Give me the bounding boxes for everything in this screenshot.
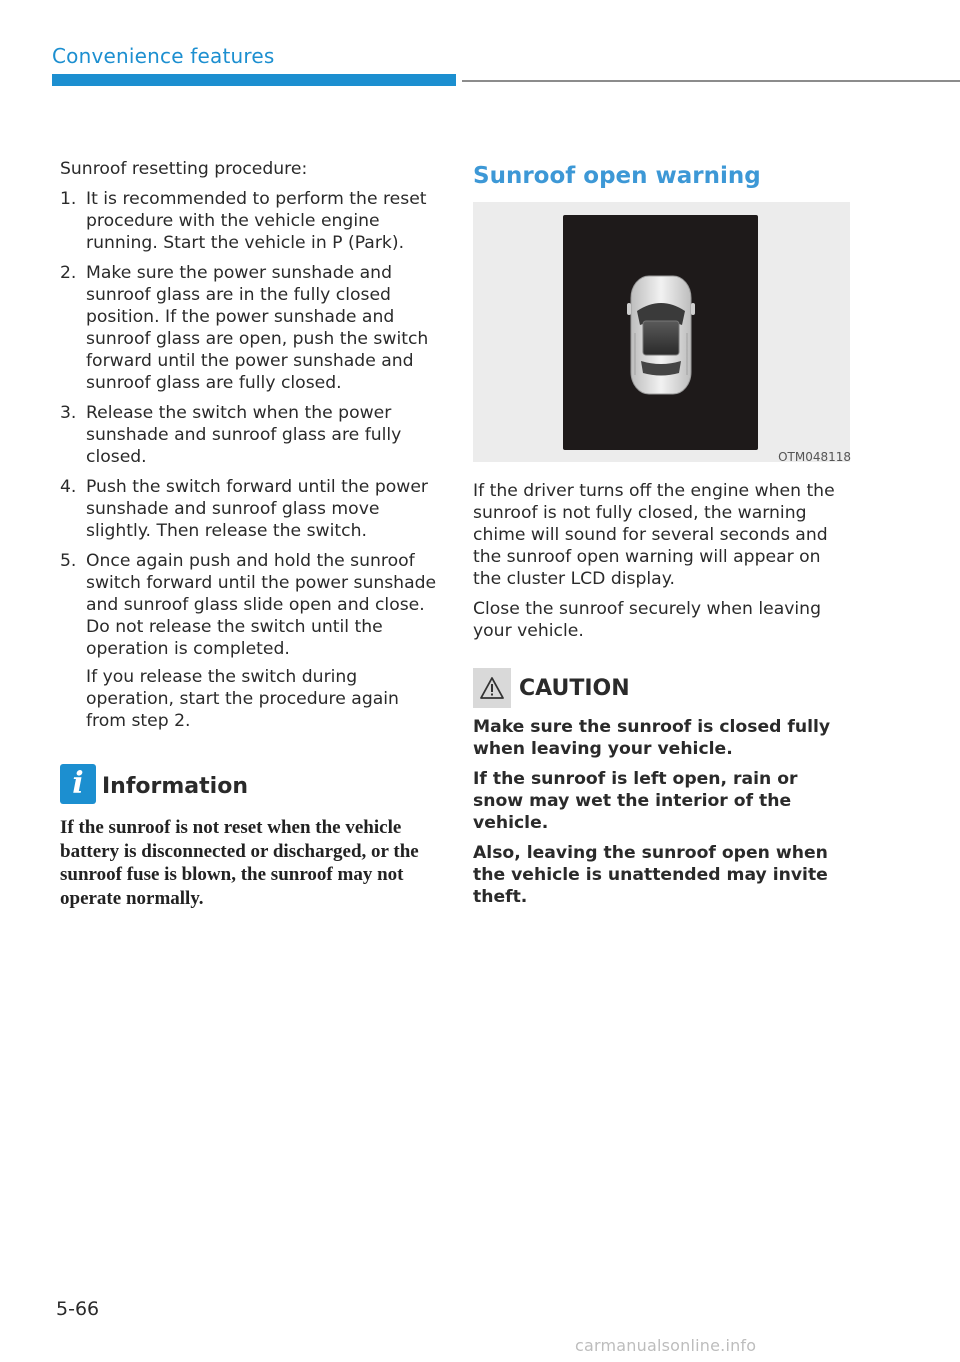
caution-line: If the sunroof is left open, rain or snow may wet the interior of the vehicle.	[473, 769, 798, 833]
caution-header	[473, 668, 853, 708]
info-icon: i	[60, 764, 96, 804]
step-number: 5.	[60, 551, 77, 571]
information-header	[60, 764, 438, 804]
information-body: If the sunroof is not reset when the vehicle battery is disconnected or discharged, or the sunroof fuse is blown, the sunroof may not operate normally.	[60, 817, 419, 909]
list-item	[60, 402, 438, 468]
header-divider-line	[462, 80, 960, 82]
caution-line: Also, leaving the sunroof open when the vehicle is unattended may invite theft.	[473, 843, 828, 907]
header-accent-bar	[52, 74, 456, 86]
warning-triangle-icon	[473, 668, 511, 708]
list-item	[60, 550, 438, 732]
step-text: It is recommended to perform the reset procedure with the vehicle engine running. Start the vehicle in P (Park).	[86, 189, 427, 253]
close-advice: Close the sunroof securely when leaving your vehicle.	[473, 599, 821, 641]
list-item	[60, 188, 438, 254]
step-number: 4.	[60, 477, 77, 497]
reset-steps-list	[60, 188, 438, 732]
step-number: 2.	[60, 263, 77, 283]
information-title: Information	[102, 774, 248, 799]
caution-title: CAUTION	[519, 676, 630, 701]
section-header-title: Convenience features	[52, 44, 275, 68]
reset-procedure-intro: Sunroof resetting procedure:	[60, 159, 308, 179]
caution-line: Make sure the sunroof is closed fully when leaving your vehicle.	[473, 717, 831, 759]
page-number: 5-66	[56, 1298, 100, 1320]
figure-code: OTM048118	[778, 450, 851, 464]
left-column	[60, 158, 438, 910]
warning-description: If the driver turns off the engine when the sunroof is not fully closed, the warning chime will sound for several seconds and the sunroof open warning will appear on the cluster LCD display.	[473, 481, 835, 589]
list-item	[60, 262, 438, 394]
caution-body	[473, 716, 853, 908]
step-number: 3.	[60, 403, 77, 423]
step-text: Make sure the power sunshade and sunroof glass are in the fully closed position. If the power sunshade and sunroof glass are open, push the switch forward until the power sunshade and sunroof glass are fully closed.	[86, 263, 429, 393]
step-subnote: If you release the switch during operation, start the procedure again from step 2.	[86, 667, 399, 731]
step-text: Release the switch when the power sunshade and sunroof glass are fully closed.	[86, 403, 402, 467]
car-top-view-icon	[563, 215, 758, 450]
cluster-display-figure	[473, 202, 850, 462]
step-text: Push the switch forward until the power sunshade and sunroof glass move slightly. Then release the switch.	[86, 477, 428, 541]
cluster-lcd-screen	[563, 215, 758, 450]
right-column	[473, 158, 853, 916]
watermark: carmanualsonline.info	[575, 1336, 757, 1355]
list-item	[60, 476, 438, 542]
step-text: Once again push and hold the sunroof switch forward until the power sunshade and sunroof glass slide open and close. Do not release the switch until the operation is completed.	[86, 551, 437, 659]
section-title: Sunroof open warning	[473, 163, 761, 189]
step-number: 1.	[60, 189, 77, 209]
